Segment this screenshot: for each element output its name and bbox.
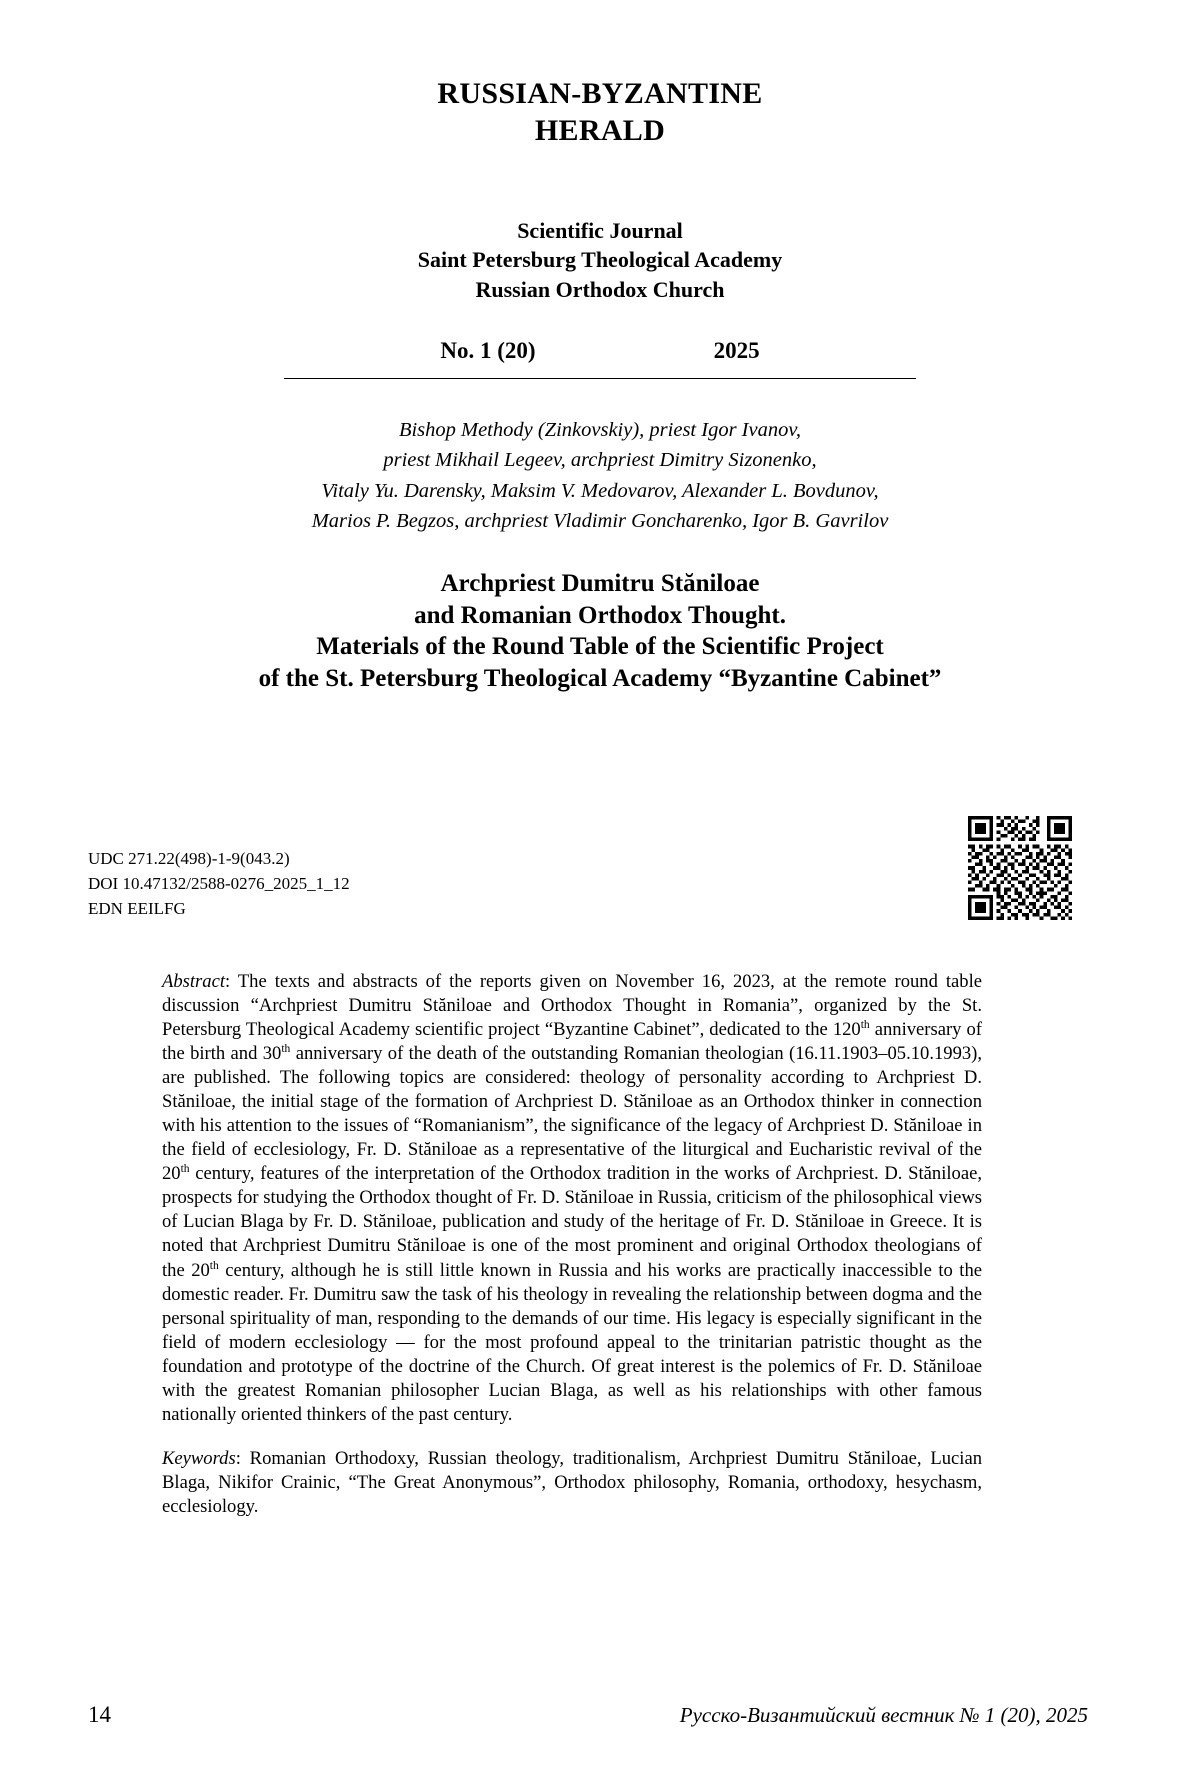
article-body — [162, 951, 982, 1538]
author-line-2: priest Mikhail Legeev, archpriest Dimitry Sizonenko, — [383, 449, 817, 472]
abstract-label: Abstract — [162, 970, 226, 992]
issue-row — [0, 338, 1200, 364]
author-list — [0, 415, 1200, 536]
abstract-paragraph — [162, 970, 982, 1427]
journal-title — [0, 76, 1200, 149]
document-page — [0, 76, 1200, 1786]
keywords-paragraph — [162, 1447, 982, 1519]
keywords-text: : Romanian Orthodoxy, Russian theology, traditionalism, Archpriest Dumitru Stăniloae, Lucian Blaga, Nikifor Crainic, “The Great Anonymous”, Orthodox philosophy, Romania, orthodoxy, hesychasm, ecclesiology. — [162, 1448, 982, 1518]
qr-code-icon — [968, 816, 1072, 920]
page-footer — [0, 1698, 1200, 1728]
doi-code: DOI 10.47132/2588-0276_2025_1_12 — [88, 874, 350, 894]
author-line-4: Marios P. Begzos, archpriest Vladimir Goncharenko, Igor B. Gavrilov — [311, 509, 889, 532]
article-title-line-3: Materials of the Round Table of the Scientific Project — [316, 633, 884, 661]
masthead-line-1: Scientific Journal — [517, 218, 683, 244]
article-title-line-4: of the St. Petersburg Theological Academy “Byzantine Cabinet” — [258, 664, 942, 692]
issue-year: 2025 — [713, 337, 760, 363]
identifier-block — [88, 846, 350, 921]
author-line-1: Bishop Methody (Zinkovskiy), priest Igor Ivanov, — [398, 418, 802, 441]
edn-code: EDN EEILFG — [88, 899, 186, 919]
author-line-3: Vitaly Yu. Darensky, Maksim V. Medovarov, Alexander L. Bovdunov, — [321, 479, 879, 502]
article-title-line-1: Archpriest Dumitru Stăniloae — [440, 570, 760, 598]
journal-title-line-1: RUSSIAN-BYZANTINE — [437, 77, 763, 110]
issue-number: No. 1 (20) — [440, 337, 536, 363]
article-title — [0, 568, 1200, 694]
horizontal-divider — [284, 378, 916, 379]
abstract-text: : The texts and abstracts of the reports given on November 16, 2023, at the remote round table discussion “Archpriest Dumitru Stăniloae and Orthodox Thought in Romania”, organized by the St. Petersburg Theological Academy scientific project “Byzantine Cabinet”, dedicated to the 120th anniversary of the birth and 30th anniversary of the death of the outstanding Romanian theologian (16.11.1903–05.10.1993), are published. The following topics are considered: theology of personality according to Archpriest D. Stăniloae, the initial stage of the formation of Archpriest D. Stăniloae as an Orthodox thinker in connection with his attention to the issues of “Romanianism”, the significance of the legacy of Archpriest D. Stăniloae in the field of ecclesiology, Fr. D. Stăniloae as a representative of the liturgical and Eucharistic revival of the 20th century, features of the interpretation of the Orthodox tradition in the works of Archpriest. D. Stăniloae, prospects for studying the Orthodox thought of Fr. D. Stăniloae in Russia, criticism of the philosophical views of Lucian Blaga by Fr. D. Stăniloae, publication and study of the heritage of Fr. D. Stăniloae in Greece. It is noted that Archpriest Dumitru Stăniloae is one of the most prominent and original Orthodox theologians of the 20th century, although he is still little known in Russia and his works are practically inaccessible to the domestic reader. Fr. Dumitru saw the task of his theology in revealing the relationship between dogma and the personal spirituality of man, responding to the demands of our time. His legacy is especially significant in the field of modern ecclesiology — for the most profound appeal to the trinitarian patristic thought as the foundation and prototype of the doctrine of the Church. Of great interest is the polemics of Fr. D. Stăniloae with the greatest Romanian philosopher Lucian Blaga, as well as his relationships with other famous nationally oriented thinkers of the past century. — [162, 970, 982, 1425]
journal-title-line-2: HERALD — [534, 113, 666, 147]
masthead — [0, 216, 1200, 304]
footer-running-title: Русско-Византийский вестник № 1 (20), 2025 — [679, 1703, 1088, 1727]
masthead-line-2: Saint Petersburg Theological Academy — [417, 247, 783, 273]
page-number: 14 — [88, 1702, 111, 1727]
masthead-line-3: Russian Orthodox Church — [475, 276, 725, 302]
keywords-label: Keywords — [162, 1448, 236, 1470]
article-title-line-2: and Romanian Orthodox Thought. — [414, 601, 786, 629]
udc-code: UDC 271.22(498)-1-9(043.2) — [88, 849, 290, 868]
